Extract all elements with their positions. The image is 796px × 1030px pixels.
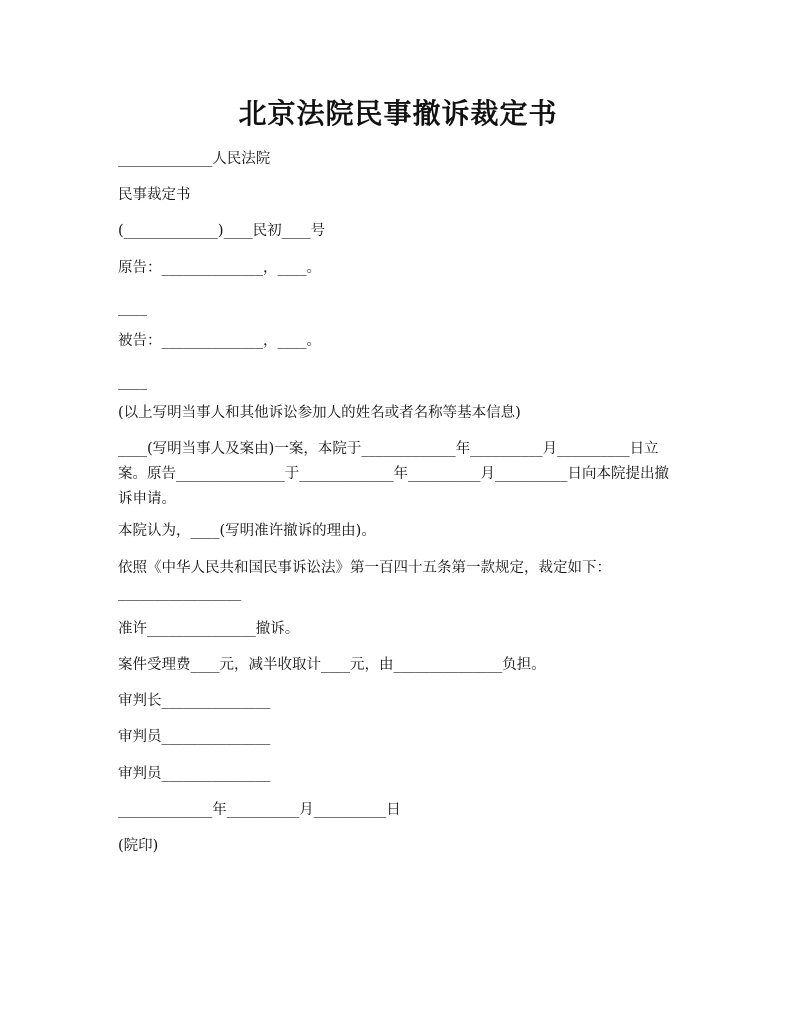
defendant-blank: ____ — [118, 374, 147, 390]
case-filing-paragraph: ____(写明当事人及案由)一案，本院于_____________年__________月__________日立案。原告_______________于_____________年__________月__________日向本院提出撤诉申请。 — [118, 441, 669, 507]
case-fee-line: 案件受理费____元，减半收取计____元，由_______________负担。 — [118, 657, 546, 673]
ruling-withdraw-line: 准许_______________撤诉。 — [118, 621, 300, 637]
party-info-note: (以上写明当事人和其他诉讼参加人的姓名或者名称等基本信息) — [118, 405, 521, 421]
case-number-line: (_____________)____民初____号 — [118, 223, 326, 239]
plaintiff-line: 原告：______________，____。 — [118, 260, 321, 276]
presiding-judge-line: 审判长_______________ — [118, 693, 271, 709]
legal-basis-paragraph: 依照《中华人民共和国民事诉讼法》第一百四十五条第一款规定，裁定如下：_________________ — [118, 560, 611, 601]
court-seal-note: (院印) — [118, 838, 159, 854]
judge-line-1: 审判员_______________ — [118, 729, 271, 745]
date-line: _____________年__________月__________日 — [118, 802, 401, 818]
court-opinion-paragraph: 本院认为，____(写明准许撤诉的理由)。 — [118, 523, 376, 539]
court-name-line: _____________人民法院 — [118, 151, 271, 167]
judge-line-2: 审判员_______________ — [118, 766, 271, 782]
document-title: 北京法院民事撤诉裁定书 — [238, 97, 558, 130]
ruling-heading: 民事裁定书 — [118, 187, 191, 203]
plaintiff-blank: ____ — [118, 300, 147, 316]
defendant-line: 被告：______________，____。 — [118, 333, 321, 349]
